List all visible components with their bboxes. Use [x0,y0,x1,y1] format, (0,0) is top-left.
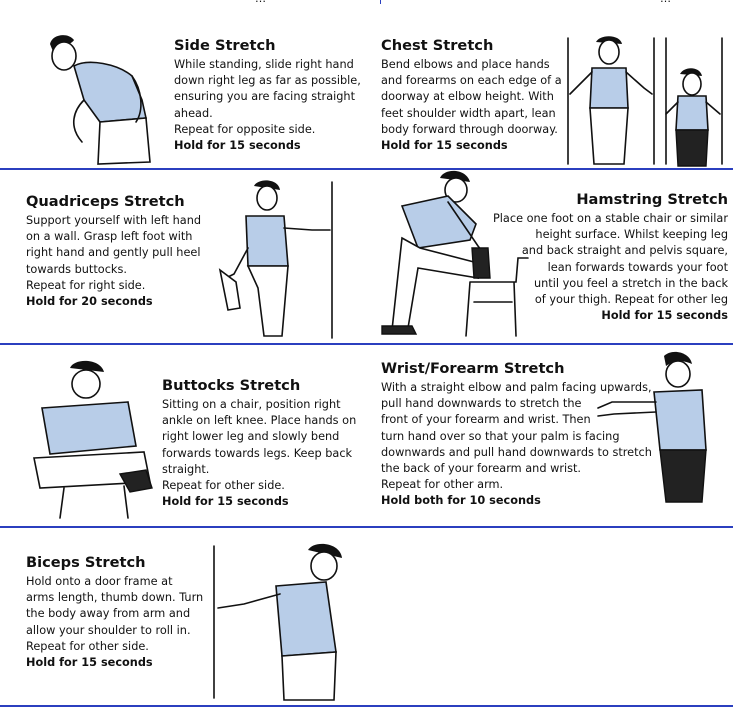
quad-stretch-illustration [212,178,342,340]
hamstring-stretch-panel [480,191,728,324]
top-divider [380,0,381,4]
biceps-stretch-illustration [204,542,364,702]
buttocks-stretch-line: Repeat for other side. [162,479,285,493]
wrist-stretch-hold: Hold both for 10 seconds [381,494,541,508]
biceps-stretch-line: Hold onto a door frame at [26,575,173,588]
hamstring-stretch-line: of your thigh. Repeat for other leg [534,293,728,307]
wrist-stretch-line: With a straight elbow and palm facing upwards, [381,381,652,394]
chest-stretch-line: feet shoulder width apart, lean [381,106,556,120]
biceps-stretch-panel [26,554,216,671]
section-rule-3 [0,526,733,528]
hamstring-stretch-line: lean forwards towards your foot [547,260,728,274]
quad-stretch-line: on a wall. Grasp left foot with [26,230,193,244]
wrist-stretch-line: front of your forearm and wrist. Then [381,413,591,427]
side-stretch-line: down right leg as far as possible, [174,74,361,88]
chest-stretch-line: and forearms on each edge of a [381,74,562,88]
chest-stretch-line: Bend elbows and place hands [381,58,550,71]
hamstring-stretch-hold: Hold for 15 seconds [601,309,728,323]
wrist-stretch-line: the back of your forearm and wrist. [381,462,582,476]
hamstring-stretch-line: and back straight and pelvis square, [521,244,728,258]
buttocks-stretch-hold: Hold for 15 seconds [162,495,289,509]
quad-stretch-panel [26,193,226,310]
side-stretch-line: ahead. [174,106,213,120]
wrist-stretch-title: Wrist/Forearm Stretch [381,360,565,377]
wrist-stretch-line: Repeat for other arm. [381,478,504,492]
wrist-stretch-line: turn hand over so that your palm is facing [381,429,620,443]
quad-stretch-line: right hand and gently pull heel [26,246,201,260]
chest-stretch-line: body forward through doorway. [381,122,558,136]
biceps-stretch-line: allow your shoulder to roll in. [26,623,191,637]
section-rule-1 [0,168,733,170]
hamstring-stretch-line: Place one foot on a stable chair or similar [492,212,728,225]
hamstring-stretch-title: Hamstring Stretch [576,191,728,208]
quad-stretch-line: towards buttocks. [26,262,127,276]
quad-stretch-line: Repeat for right side. [26,278,146,292]
buttocks-stretch-line: right lower leg and slowly bend [162,430,340,444]
buttocks-stretch-title: Buttocks Stretch [162,377,301,394]
side-stretch-panel [174,37,379,154]
side-stretch-title: Side Stretch [174,37,276,54]
side-stretch-illustration [38,30,168,165]
buttocks-stretch-panel [162,377,380,510]
chest-stretch-hold: Hold for 15 seconds [381,139,508,153]
chest-stretch-illustration [562,34,730,166]
section-rule-4 [0,705,733,707]
quad-stretch-hold: Hold for 20 seconds [26,295,153,309]
chest-stretch-title: Chest Stretch [381,37,494,54]
biceps-stretch-line: arms length, thumb down. Turn [26,591,204,605]
side-stretch-hold: Hold for 15 seconds [174,139,301,153]
biceps-stretch-title: Biceps Stretch [26,554,146,571]
section-rule-2 [0,343,733,345]
quad-stretch-line: Support yourself with left hand [26,214,202,227]
chest-stretch-panel [381,37,566,154]
biceps-stretch-line: the body away from arm and [26,607,191,621]
wrist-stretch-line: downwards and pull hand downwards to stretch [381,445,652,459]
side-stretch-line: ensuring you are facing straight [174,90,356,104]
biceps-stretch-line: Repeat for other side. [26,639,149,653]
hamstring-stretch-line: height surface. Whilst keeping leg [535,228,728,242]
biceps-stretch-hold: Hold for 15 seconds [26,656,153,670]
side-stretch-line: While standing, slide right hand [174,58,354,71]
wrist-stretch-illustration [592,350,712,505]
buttocks-stretch-illustration [24,358,159,523]
hamstring-stretch-line: until you feel a stretch in the back [533,276,728,290]
buttocks-stretch-line: ankle on left knee. Place hands on [162,414,357,428]
buttocks-stretch-line: Sitting on a chair, position right [162,398,341,411]
wrist-stretch-line: pull hand downwards to stretch the [381,397,582,411]
buttocks-stretch-line: forwards towards legs. Keep back [162,446,353,460]
quad-stretch-title: Quadriceps Stretch [26,193,185,210]
side-stretch-line: Repeat for opposite side. [174,122,316,136]
header-fragment-left [255,0,266,5]
buttocks-stretch-line: straight. [162,462,210,476]
chest-stretch-line: doorway at elbow height. With [381,90,554,104]
header-fragment-right [660,0,671,5]
